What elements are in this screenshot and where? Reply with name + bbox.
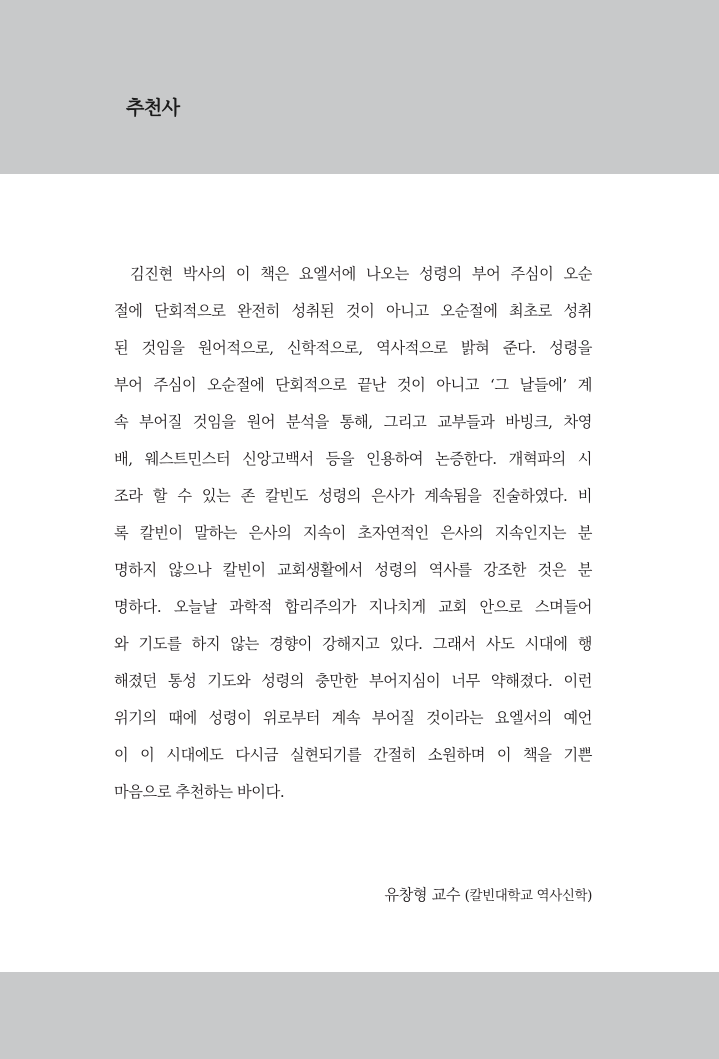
- author-name: 유창형 교수: [384, 886, 461, 904]
- body-line: 부어 주심이 오순절에 단회적으로 끝난 것이 아니고 ‘그 날들에’ 계: [114, 376, 592, 394]
- signature: [114, 884, 592, 905]
- body-line: 속 부어질 것임을 원어 분석을 통해, 그리고 교부들과 바빙크, 차영: [114, 413, 592, 431]
- footer-band: [0, 972, 719, 1059]
- author-affiliation: (칼빈대학교 역사신학): [464, 888, 592, 904]
- body-line: 해졌던 통성 기도와 성령의 충만한 부어지심이 너무 약해졌다. 이런: [114, 672, 592, 690]
- page-title: 추천사: [126, 97, 180, 119]
- body-line: 와 기도를 하지 않는 경향이 강해지고 있다. 그래서 사도 시대에 행: [114, 635, 592, 653]
- body-line: 록 칼빈이 말하는 은사의 지속이 초자연적인 은사의 지속인지는 분: [114, 524, 592, 542]
- recommendation-body: [114, 256, 592, 811]
- body-line: 배, 웨스트민스터 신앙고백서 등을 인용하여 논증한다. 개혁파의 시: [114, 450, 592, 468]
- body-line: 명하다. 오늘날 과학적 합리주의가 지나치게 교회 안으로 스며들어: [114, 598, 592, 616]
- body-line: 된 것임을 원어적으로, 신학적으로, 역사적으로 밝혀 준다. 성령을: [114, 339, 592, 357]
- body-line: 조라 할 수 있는 존 칼빈도 성령의 은사가 계속됨을 진술하였다. 비: [114, 487, 592, 505]
- body-line: 김진현 박사의 이 책은 요엘서에 나오는 성령의 부어 주심이 오순: [130, 265, 592, 283]
- body-line: 위기의 때에 성령이 위로부터 계속 부어질 것이라는 요엘서의 예언: [114, 709, 592, 727]
- body-line: 절에 단회적으로 완전히 성취된 것이 아니고 오순절에 최초로 성취: [114, 302, 592, 320]
- body-line: 이 이 시대에도 다시금 실현되기를 간절히 소원하며 이 책을 기쁜: [114, 746, 592, 764]
- body-line: 명하지 않으나 칼빈이 교회생활에서 성령의 역사를 강조한 것은 분: [114, 561, 592, 579]
- header-band: [0, 0, 719, 174]
- body-line: 마음으로 추천하는 바이다.: [114, 783, 285, 801]
